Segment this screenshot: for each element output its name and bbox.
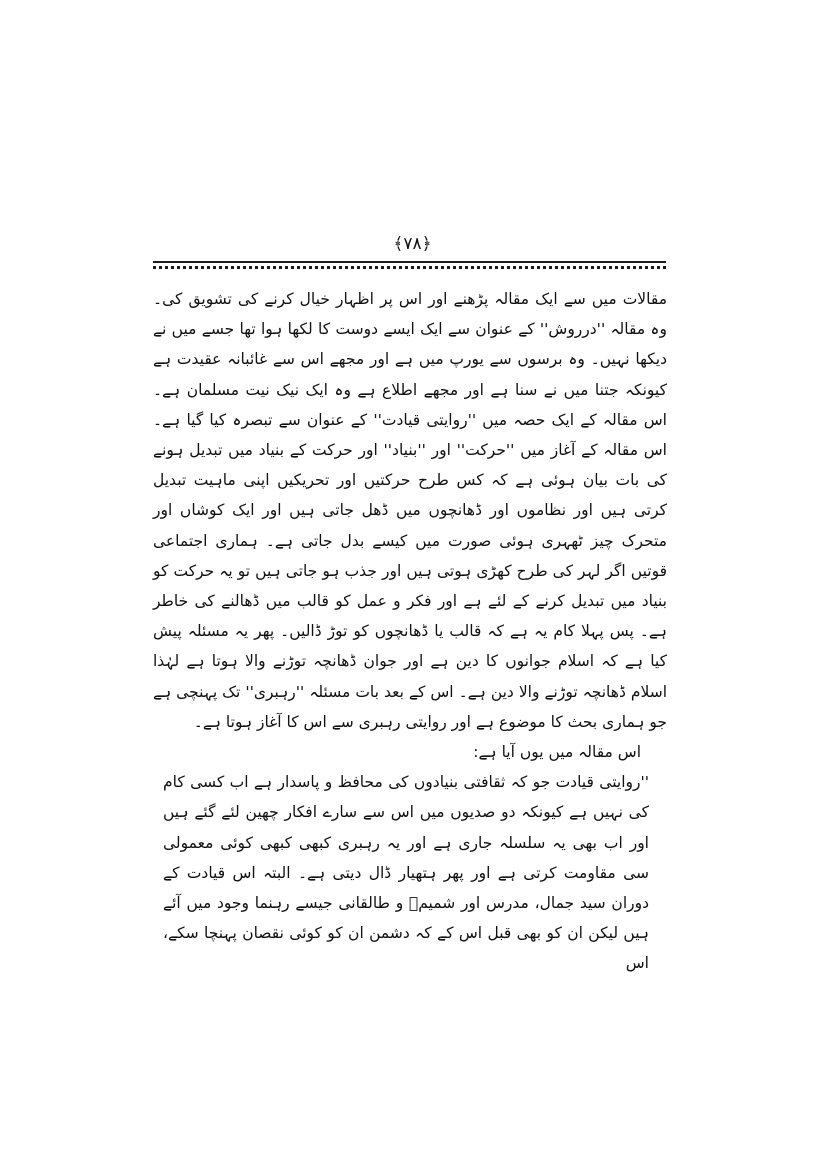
header-rule-solid — [153, 261, 666, 263]
block-quote: ''روایتی قیادت جو کہ ثقافتی بنیادوں کی محافظ و پاسدار ہے اب کسی کام کی نہیں ہے کیونکہ دو صدیوں میں اس سے سارے افکار چھین لئے گئے ہیں اور اب بھی یہ سلسلہ جاری ہے اور یہ رہبری کبھی کبھی کوئی معمولی سی مقاومت کرتی ہے اور پھر ہتھیار ڈال دیتی ہے۔ البتہ اس قیادت کے دوران سید جمال، مدرس اور شمیمؒ و طالقانی جیسے رہنما وجود میں آئے ہیں لیکن ان کو بھی قبل اس کے کہ دشمن ان کو کوئی نقصان پہنچا سکے، اس — [163, 773, 649, 973]
quote-intro: اس مقالہ میں یوں آیا ہے: — [473, 743, 641, 762]
page-number: ﴿۷۸﴾ — [393, 234, 432, 254]
body-paragraph: مقالات میں سے ایک مقالہ پڑھنے اور اس پر اظہار خیال کرنے کی تشویق کی۔ وہ مقالہ ''درروش'' کے عنوان سے ایک ایسے دوست کا لکھا ہوا تھا جسے میں نے دیکھا نہیں۔ وہ برسوں سے یورپ میں ہے اور مجھے اس سے غائبانہ عقیدت ہے کیونکہ جتنا میں نے سنا ہے اور مجھے اطلاع ہے وہ ایک نیک نیت مسلمان ہے۔ اس مقالہ کے ایک حصہ میں ''روایتی قیادت'' کے عنوان سے تبصرہ کیا گیا ہے۔ اس مقالہ کے آغاز میں ''حرکت'' اور ''بنیاد'' اور حرکت کے بنیاد میں تبدیل ہونے کی بات بیان ہوئی ہے کہ کس طرح حرکتیں اور تحریکیں اپنی ماہیت تبدیل کرتی ہیں اور نظاموں اور ڈھانچوں میں ڈھل جاتی ہیں اور ایک کوشاں اور متحرک چیز ٹھہری ہوئی صورت میں کیسے بدل جاتی ہے۔ ہماری اجتماعی قوتیں اگر لہر کی طرح کھڑی ہوتی ہیں اور جذب ہو جاتی ہیں تو یہ حرکت کو بنیاد میں تبدیل کرنے کے لئے ہے اور فکر و عمل کو قالب میں ڈھالنے کی خاطر ہے۔ پس پہلا کام یہ ہے کہ قالب یا ڈھانچوں کو توڑ ڈالیں۔ پھر یہ مسئلہ پیش کیا ہے کہ اسلام جوانوں کا دین ہے اور جوان ڈھانچہ توڑنے والا ہوتا ہے لہٰذا اسلام ڈھانچہ توڑنے والا دین ہے۔ اس کے بعد بات مسئلہ ''رہبری'' تک پہنچی ہے جو ہماری بحث کا موضوع ہے اور روایتی رہبری سے اس کا آغاز ہوتا ہے۔ — [153, 290, 667, 731]
header-rule-dotted — [153, 266, 666, 269]
body-text — [153, 284, 667, 979]
